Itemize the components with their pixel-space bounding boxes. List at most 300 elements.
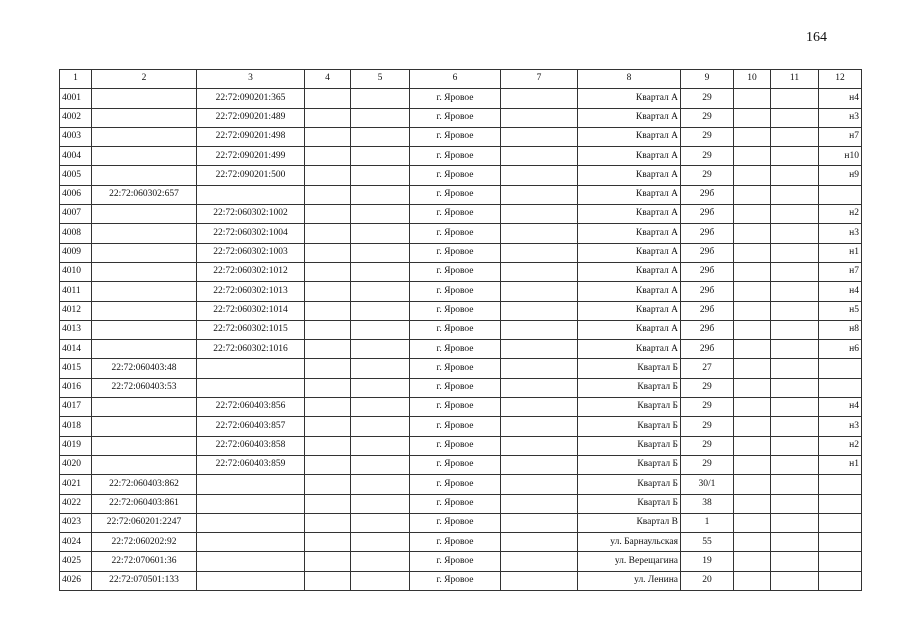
cadastral-number-land [92,301,197,320]
column-10-cell [734,340,771,359]
column-10-cell [734,185,771,204]
column-11-cell [771,185,819,204]
column-7-cell [501,340,578,359]
table-row [60,262,862,281]
house-number-cell: 29 [681,378,734,397]
cadastral-number-land [92,398,197,417]
row-number: 4023 [60,513,92,532]
column-11-cell [771,494,819,513]
row-number: 4014 [60,340,92,359]
house-number-cell: 29 [681,89,734,108]
column-5-cell [351,378,410,397]
row-number: 4021 [60,475,92,494]
cadastral-number-building [197,475,305,494]
premises-number-cell [819,571,862,590]
column-10-cell [734,513,771,532]
column-7-cell [501,320,578,339]
street-cell: Квартал А [578,262,681,281]
column-5-cell [351,571,410,590]
house-number-cell: 29 [681,108,734,127]
cadastral-number-building: 22:72:060302:1014 [197,301,305,320]
settlement-cell: г. Яровое [410,262,501,281]
column-5-cell [351,108,410,127]
column-header: 6 [410,70,501,89]
cadastral-number-land: 22:72:060403:53 [92,378,197,397]
column-header: 5 [351,70,410,89]
column-header: 4 [305,70,351,89]
house-number-cell: 29 [681,147,734,166]
premises-number-cell: н4 [819,282,862,301]
cadastral-number-land: 22:72:070501:133 [92,571,197,590]
house-number-cell: 27 [681,359,734,378]
cadastral-number-building [197,571,305,590]
row-number: 4011 [60,282,92,301]
premises-number-cell [819,378,862,397]
column-header: 1 [60,70,92,89]
column-5-cell [351,398,410,417]
street-cell: Квартал Б [578,359,681,378]
street-cell: Квартал А [578,340,681,359]
column-5-cell [351,224,410,243]
column-10-cell [734,166,771,185]
premises-number-cell: н10 [819,147,862,166]
house-number-cell: 30/1 [681,475,734,494]
column-11-cell [771,243,819,262]
table-row [60,108,862,127]
premises-number-cell [819,533,862,552]
settlement-cell: г. Яровое [410,552,501,571]
street-cell: Квартал А [578,205,681,224]
cadastral-number-land [92,455,197,474]
column-11-cell [771,533,819,552]
street-cell: Квартал А [578,89,681,108]
column-7-cell [501,89,578,108]
row-number: 4008 [60,224,92,243]
column-header: 2 [92,70,197,89]
column-4-cell [305,475,351,494]
house-number-cell: 29б [681,224,734,243]
row-number: 4003 [60,127,92,146]
column-7-cell [501,301,578,320]
column-11-cell [771,89,819,108]
street-cell: Квартал А [578,301,681,320]
street-cell: Квартал А [578,127,681,146]
settlement-cell: г. Яровое [410,571,501,590]
column-5-cell [351,552,410,571]
row-number: 4019 [60,436,92,455]
settlement-cell: г. Яровое [410,475,501,494]
cadastral-number-building: 22:72:090201:365 [197,89,305,108]
cadastral-number-land [92,340,197,359]
street-cell: Квартал А [578,185,681,204]
column-4-cell [305,147,351,166]
column-4-cell [305,320,351,339]
column-10-cell [734,455,771,474]
premises-number-cell [819,552,862,571]
house-number-cell: 29б [681,340,734,359]
premises-number-cell [819,475,862,494]
page-number: 164 [806,30,827,45]
column-7-cell [501,185,578,204]
row-number: 4002 [60,108,92,127]
column-11-cell [771,108,819,127]
column-10-cell [734,398,771,417]
house-number-cell: 29б [681,320,734,339]
premises-number-cell [819,359,862,378]
row-number: 4022 [60,494,92,513]
column-7-cell [501,147,578,166]
table-row [60,571,862,590]
premises-number-cell: н3 [819,108,862,127]
column-header: 9 [681,70,734,89]
column-5-cell [351,127,410,146]
street-cell: Квартал Б [578,378,681,397]
house-number-cell: 19 [681,552,734,571]
premises-number-cell: н2 [819,205,862,224]
cadastral-number-land [92,320,197,339]
settlement-cell: г. Яровое [410,205,501,224]
house-number-cell: 29 [681,127,734,146]
column-7-cell [501,262,578,281]
table-row [60,475,862,494]
column-4-cell [305,571,351,590]
table-row [60,513,862,532]
house-number-cell: 29 [681,436,734,455]
column-header: 10 [734,70,771,89]
column-10-cell [734,417,771,436]
cadastral-number-land: 22:72:060403:861 [92,494,197,513]
table-row [60,417,862,436]
cadastral-number-building: 22:72:060403:859 [197,455,305,474]
column-7-cell [501,127,578,146]
column-11-cell [771,513,819,532]
column-11-cell [771,436,819,455]
column-7-cell [501,533,578,552]
table-row [60,147,862,166]
column-5-cell [351,205,410,224]
street-cell: ул. Ленина [578,571,681,590]
column-header: 12 [819,70,862,89]
column-4-cell [305,552,351,571]
premises-number-cell: н5 [819,301,862,320]
column-4-cell [305,127,351,146]
row-number: 4016 [60,378,92,397]
address-register-table [59,69,862,591]
house-number-cell: 29б [681,301,734,320]
column-7-cell [501,378,578,397]
street-cell: Квартал А [578,147,681,166]
column-5-cell [351,185,410,204]
row-number: 4004 [60,147,92,166]
column-4-cell [305,398,351,417]
cadastral-number-land [92,417,197,436]
column-11-cell [771,455,819,474]
premises-number-cell: н1 [819,455,862,474]
street-cell: Квартал Б [578,494,681,513]
table-row [60,205,862,224]
column-4-cell [305,282,351,301]
column-4-cell [305,262,351,281]
house-number-cell: 29б [681,262,734,281]
cadastral-number-building [197,552,305,571]
settlement-cell: г. Яровое [410,494,501,513]
column-11-cell [771,127,819,146]
table-row [60,494,862,513]
column-4-cell [305,359,351,378]
cadastral-number-land [92,262,197,281]
column-7-cell [501,398,578,417]
table-row [60,301,862,320]
column-5-cell [351,475,410,494]
column-11-cell [771,205,819,224]
column-4-cell [305,436,351,455]
row-number: 4017 [60,398,92,417]
house-number-cell: 29б [681,243,734,262]
column-4-cell [305,243,351,262]
column-10-cell [734,301,771,320]
cadastral-number-building [197,359,305,378]
cadastral-number-building: 22:72:060302:1016 [197,340,305,359]
column-5-cell [351,166,410,185]
cadastral-number-building: 22:72:060302:1015 [197,320,305,339]
column-11-cell [771,282,819,301]
column-10-cell [734,378,771,397]
column-10-cell [734,552,771,571]
column-7-cell [501,475,578,494]
house-number-cell: 29б [681,185,734,204]
table-row [60,340,862,359]
column-header: 3 [197,70,305,89]
column-7-cell [501,282,578,301]
column-header: 8 [578,70,681,89]
street-cell: Квартал В [578,513,681,532]
house-number-cell: 29б [681,205,734,224]
column-7-cell [501,455,578,474]
cadastral-number-building: 22:72:060302:1004 [197,224,305,243]
table-row [60,378,862,397]
row-number: 4015 [60,359,92,378]
settlement-cell: г. Яровое [410,282,501,301]
settlement-cell: г. Яровое [410,147,501,166]
column-5-cell [351,455,410,474]
table-row [60,127,862,146]
street-cell: Квартал А [578,108,681,127]
column-10-cell [734,475,771,494]
cadastral-number-land [92,205,197,224]
column-7-cell [501,436,578,455]
column-10-cell [734,320,771,339]
settlement-cell: г. Яровое [410,417,501,436]
street-cell: ул. Барнаульская [578,533,681,552]
column-11-cell [771,359,819,378]
row-number: 4024 [60,533,92,552]
cadastral-number-building: 22:72:090201:499 [197,147,305,166]
column-5-cell [351,436,410,455]
column-10-cell [734,108,771,127]
table-row [60,185,862,204]
column-10-cell [734,127,771,146]
premises-number-cell [819,494,862,513]
row-number: 4025 [60,552,92,571]
premises-number-cell: н8 [819,320,862,339]
cadastral-number-land [92,282,197,301]
row-number: 4018 [60,417,92,436]
column-10-cell [734,205,771,224]
column-10-cell [734,533,771,552]
column-10-cell [734,282,771,301]
table-row [60,89,862,108]
house-number-cell: 20 [681,571,734,590]
column-5-cell [351,262,410,281]
premises-number-cell: н3 [819,417,862,436]
premises-number-cell: н6 [819,340,862,359]
settlement-cell: г. Яровое [410,108,501,127]
cadastral-number-land [92,108,197,127]
column-7-cell [501,224,578,243]
cadastral-number-building: 22:72:090201:500 [197,166,305,185]
column-4-cell [305,417,351,436]
column-11-cell [771,398,819,417]
column-4-cell [305,513,351,532]
column-7-cell [501,108,578,127]
settlement-cell: г. Яровое [410,166,501,185]
column-10-cell [734,243,771,262]
table-row [60,224,862,243]
settlement-cell: г. Яровое [410,533,501,552]
street-cell: Квартал А [578,243,681,262]
column-5-cell [351,417,410,436]
cadastral-number-building [197,494,305,513]
row-number: 4009 [60,243,92,262]
premises-number-cell: н4 [819,89,862,108]
column-4-cell [305,533,351,552]
column-4-cell [305,340,351,359]
cadastral-number-land: 22:72:060201:2247 [92,513,197,532]
column-11-cell [771,147,819,166]
row-number: 4012 [60,301,92,320]
column-number-row [60,70,862,89]
settlement-cell: г. Яровое [410,301,501,320]
column-10-cell [734,436,771,455]
cadastral-number-building: 22:72:060302:1012 [197,262,305,281]
premises-number-cell: н7 [819,127,862,146]
cadastral-number-building: 22:72:060302:1013 [197,282,305,301]
premises-number-cell: н4 [819,398,862,417]
street-cell: Квартал А [578,166,681,185]
row-number: 4026 [60,571,92,590]
premises-number-cell: н1 [819,243,862,262]
cadastral-number-building: 22:72:060302:1003 [197,243,305,262]
column-5-cell [351,494,410,513]
column-10-cell [734,147,771,166]
street-cell: Квартал Б [578,398,681,417]
settlement-cell: г. Яровое [410,398,501,417]
column-4-cell [305,108,351,127]
settlement-cell: г. Яровое [410,127,501,146]
settlement-cell: г. Яровое [410,378,501,397]
cadastral-number-land [92,127,197,146]
column-10-cell [734,224,771,243]
street-cell: Квартал А [578,224,681,243]
cadastral-number-land [92,436,197,455]
column-5-cell [351,533,410,552]
settlement-cell: г. Яровое [410,224,501,243]
cadastral-number-building: 22:72:060403:856 [197,398,305,417]
register-body [60,89,862,591]
street-cell: ул. Верещагина [578,552,681,571]
street-cell: Квартал Б [578,475,681,494]
column-11-cell [771,571,819,590]
row-number: 4005 [60,166,92,185]
column-7-cell [501,243,578,262]
column-4-cell [305,378,351,397]
table-row [60,166,862,185]
premises-number-cell: н9 [819,166,862,185]
premises-number-cell [819,513,862,532]
column-7-cell [501,494,578,513]
column-5-cell [351,340,410,359]
column-11-cell [771,340,819,359]
cadastral-number-building: 22:72:060403:857 [197,417,305,436]
cadastral-number-building [197,378,305,397]
column-7-cell [501,571,578,590]
premises-number-cell: н2 [819,436,862,455]
row-number: 4007 [60,205,92,224]
settlement-cell: г. Яровое [410,89,501,108]
column-5-cell [351,359,410,378]
cadastral-number-land [92,166,197,185]
column-11-cell [771,166,819,185]
settlement-cell: г. Яровое [410,243,501,262]
settlement-cell: г. Яровое [410,513,501,532]
cadastral-number-building: 22:72:090201:498 [197,127,305,146]
cadastral-number-building: 22:72:060302:1002 [197,205,305,224]
house-number-cell: 55 [681,533,734,552]
column-11-cell [771,417,819,436]
settlement-cell: г. Яровое [410,320,501,339]
column-10-cell [734,89,771,108]
column-11-cell [771,475,819,494]
column-4-cell [305,494,351,513]
cadastral-number-building: 22:72:060403:858 [197,436,305,455]
cadastral-number-land: 22:72:060403:48 [92,359,197,378]
premises-number-cell: н7 [819,262,862,281]
column-4-cell [305,185,351,204]
column-11-cell [771,224,819,243]
table-row [60,359,862,378]
street-cell: Квартал А [578,282,681,301]
house-number-cell: 38 [681,494,734,513]
column-11-cell [771,378,819,397]
column-5-cell [351,282,410,301]
row-number: 4013 [60,320,92,339]
table-row [60,320,862,339]
column-4-cell [305,205,351,224]
column-7-cell [501,552,578,571]
premises-number-cell: н3 [819,224,862,243]
settlement-cell: г. Яровое [410,185,501,204]
column-5-cell [351,147,410,166]
premises-number-cell [819,185,862,204]
column-7-cell [501,359,578,378]
house-number-cell: 29б [681,282,734,301]
row-number: 4006 [60,185,92,204]
table-row [60,533,862,552]
column-4-cell [305,224,351,243]
column-5-cell [351,320,410,339]
settlement-cell: г. Яровое [410,340,501,359]
column-11-cell [771,552,819,571]
